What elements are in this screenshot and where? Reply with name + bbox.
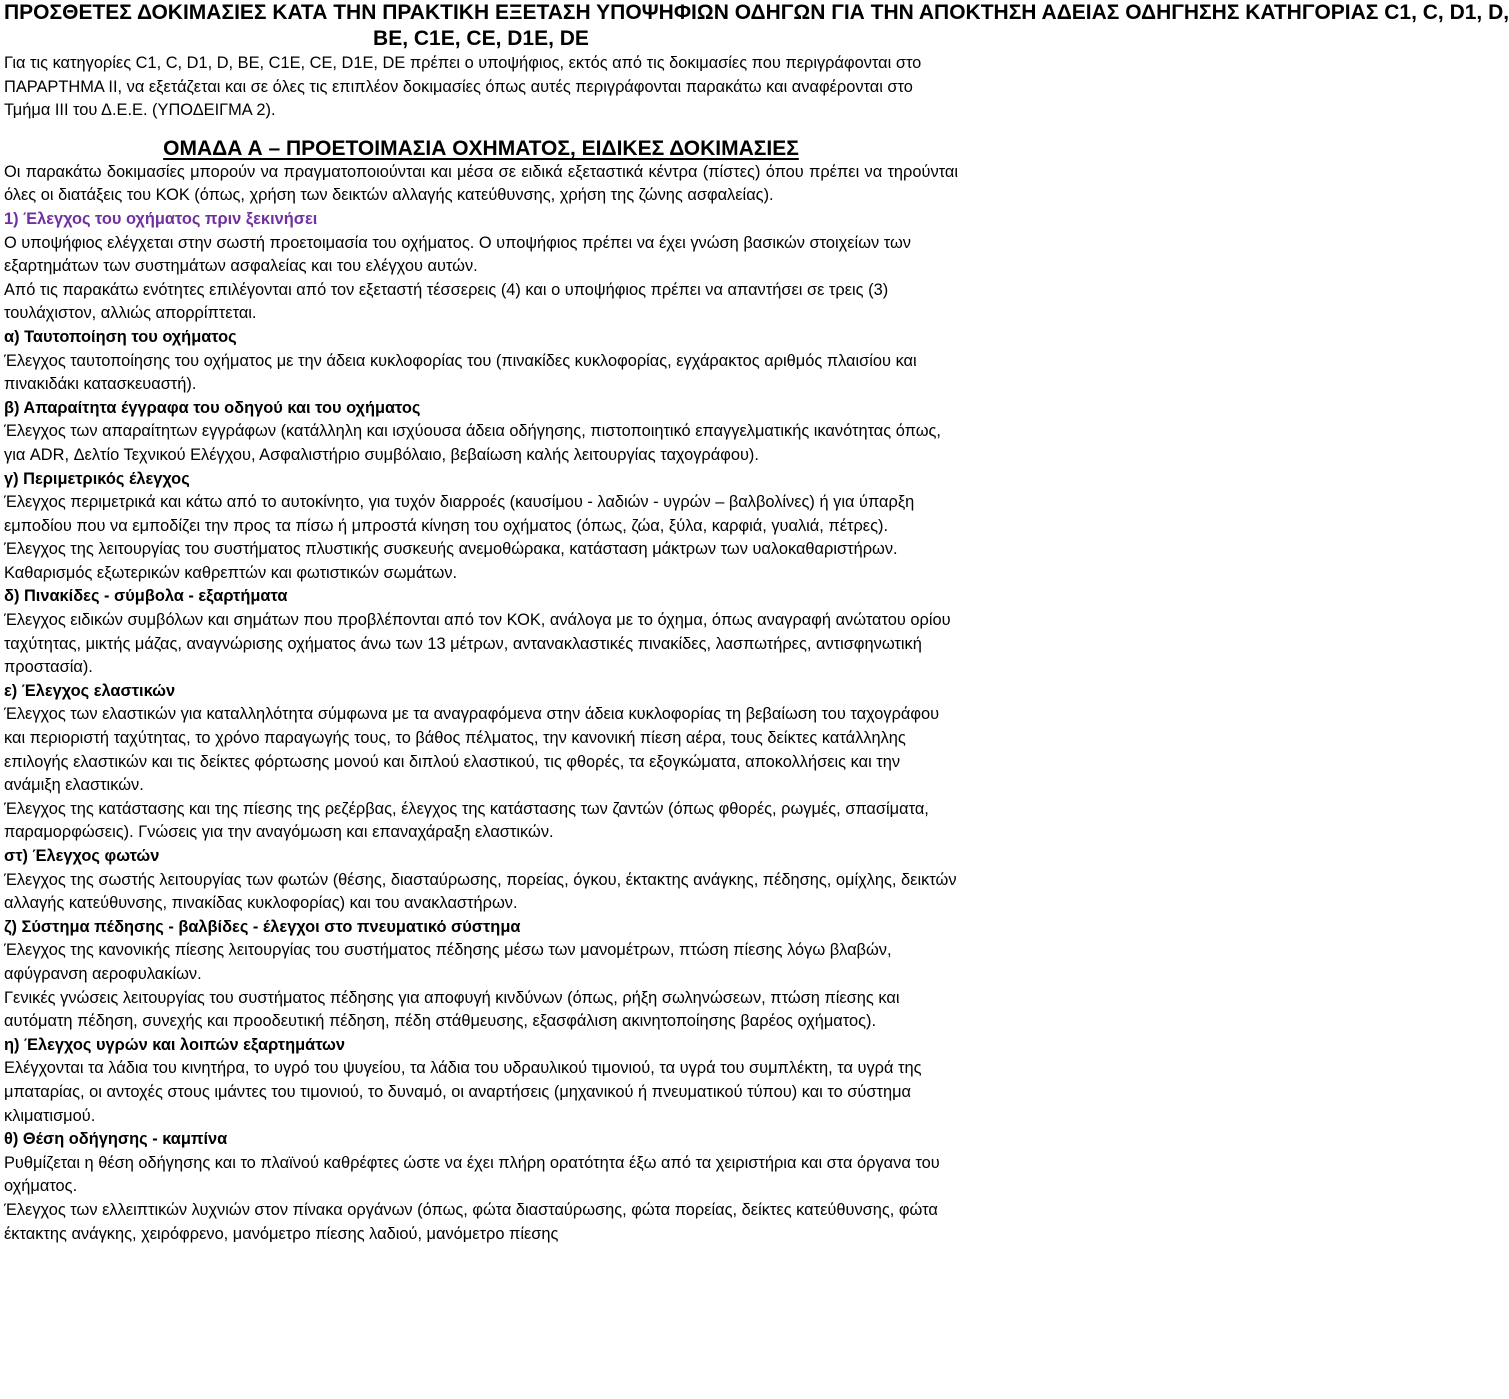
group-a-intro: Οι παρακάτω δοκιμασίες μπορούν να πραγματοποιούνται και μέσα σε ειδικά εξεταστικά κέντρα (πίστες) όπου πρέπει να τηρούνται όλες οι διατάξεις του ΚΟΚ (όπως, χρήση των δεικτών αλλαγής κατεύθυνσης, χρήση της ζώνης ασφαλείας). — [4, 162, 958, 205]
subsection-b-text: Έλεγχος των απαραίτητων εγγράφων (κατάλληλη και ισχύουσα άδεια οδήγησης, πιστοποιητικό επαγγελματικής ικανότητας όπως, για ADR, Δελτίο Τεχνικού Ελέγχου, Ασφαλιστήριο συμβόλαιο, βεβαίωση καλής λειτουργίας ταχογράφου). — [4, 422, 941, 464]
title-line-2: ΒΕ, C1E, CE, D1E, DE — [373, 27, 589, 50]
group-a-heading: ΟΜΑΔΑ Α – ΠΡΟΕΤΟΙΜΑΣΙΑ ΟΧΗΜΑΤΟΣ, ΕΙΔΙΚΕΣ ΔΟΚΙΜΑΣΙΕΣ — [163, 136, 799, 160]
subsection-h-heading: η) Έλεγχος υγρών και λοιπών εξαρτημάτων — [4, 1035, 346, 1054]
subsection-g-text-2: Γενικές γνώσεις λειτουργίας του συστήματος πέδησης για αποφυγή κινδύνων (όπως, ρήξη σωληνώσεων, πτώση πίεσης και αυτόματη πέδηση, συνεχής και προοδευτική πέδηση, πέδη στάθμευσης, εξασφάλιση ακινητοποίησης βαρέος οχήματος). — [4, 988, 900, 1031]
subsection-a-heading: α) Ταυτοποίηση του οχήματος — [4, 327, 237, 346]
title-line-1: ΠΡΟΣΘΕΤΕΣ ΔΟΚΙΜΑΣΙΕΣ ΚΑΤΑ ΤΗΝ ΠΡΑΚΤΙΚΗ ΕΞΕΤΑΣΗ ΥΠΟΨΗΦΙΩΝ ΟΔΗΓΩΝ ΓΙΑ ΤΗΝ ΑΠΟΚΤΗΣΗ ΑΔΕΙΑΣ ΟΔΗΓΗΣΗΣ ΚΑΤΗΓΟΡΙΑΣ C1, C, D1, D, — [4, 1, 1509, 24]
subsection-i-text-2: Έλεγχος των ελλειπτικών λυχνιών στον πίνακα οργάνων (όπως, φώτα διασταύρωσης, φώτα πορείας, δείκτες κατεύθυνσης, φώτα έκτακτης ανάγκης, χειρόφρενο, μανόμετρο πίεσης λαδιού, μανόμετρο πίεσης — [4, 1200, 938, 1243]
intro-paragraph — [4, 52, 958, 123]
subsection-e-text-1: Έλεγχος των ελαστικών για καταλληλότητα σύμφωνα με τα αναγραφόμενα στην άδεια κυκλοφορίας τη βεβαίωση του ταχογράφου και περιοριστή ταχύτητας, το χρόνο παραγωγής τους, το βάθος πέλματος, την κανονική πίεση αέρα, τους δείκτες κατάλληλης επιλογής ελαστικών και τις δείκτες φόρτωσης μονού και διπλού ελαστικού, τις φθορές, τα εξογκώματα, αποκολλήσεις και την ανάμιξη ελαστικών. — [4, 705, 940, 795]
subsection-g-heading: ζ) Σύστημα πέδησης - βαλβίδες - έλεγχοι στο πνευματικό σύστημα — [4, 917, 521, 936]
subsection-i-heading: θ) Θέση οδήγησης - καμπίνα — [4, 1130, 228, 1149]
subsection-e-heading: ε) Έλεγχος ελαστικών — [4, 681, 176, 700]
document-title — [4, 0, 1509, 52]
subsection-c-text-1: Έλεγχος περιμετρικά και κάτω από το αυτοκίνητο, για τυχόν διαρροές (καυσίμου - λαδιών - υγρών – βαλβολίνες) ή για ύπαρξη εμποδίου που να εμποδίζει την προς τα πίσω ή μπροστά κίνηση του οχήματος (όπως, ζώα, ξύλα, καρφιά, γυαλιά, πέτρες). — [4, 493, 915, 535]
section-1-selection-text: Από τις παρακάτω ενότητες επιλέγονται από τον εξεταστή τέσσερεις (4) και ο υποψήφιος πρέπει να απαντήσει σε τρεις (3) τουλάχιστον, αλλιώς απορρίπτεται. — [4, 280, 889, 323]
intro-categories: Για τις κατηγορίες C1, C, D1, D, BE, C1E, CE, D1E, DE — [4, 54, 406, 72]
subsection-f-text: Έλεγχος της σωστής λειτουργίας των φωτών (θέσης, διασταύρωσης, πορείας, όγκου, έκτακτης ανάγκης, πέδησης, ομίχλης, δεικτών αλλαγής κατεύθυνσης, πινακίδας κυκλοφορίας) και του ανακλαστήρων. — [4, 870, 957, 913]
intro-text: πρέπει ο υποψήφιος, εκτός από τις δοκιμασίες που περιγράφονται στο ΠΑΡΑΡΤΗΜΑ ΙΙ, να εξετάζεται και σε όλες τις επιπλέον δοκιμασίες όπως αυτές περιγράφονται παρακάτω και αναφέρονται στο Τμήμα ΙΙΙ του Δ.Ε.Ε. (ΥΠΟΔΕΙΓΜΑ 2). — [4, 54, 922, 120]
subsection-c-text-2: Έλεγχος της λειτουργίας του συστήματος πλυστικής συσκευής ανεμοθώρακα, κατάσταση μάκτρων των υαλοκαθαριστήρων. — [4, 540, 898, 559]
section-1-heading: 1) Έλεγχος του οχήματος πριν ξεκινήσει — [4, 209, 318, 228]
subsection-d-text: Έλεγχος ειδικών συμβόλων και σημάτων που προβλέπονται από τον ΚΟΚ, ανάλογα με το όχημα, όπως αναγραφή ανώτατου ορίου ταχύτητας, μικτής μάζας, αναγνώρισης οχήματος άνω των 13 μέτρων, αντανακλαστικές πινακίδες, λασπωτήρες, αντισφηνωτική προστασία). — [4, 611, 951, 677]
subsection-h-text: Ελέγχονται τα λάδια του κινητήρα, το υγρό του ψυγείου, τα λάδια του υδραυλικού τιμονιού, τα υγρά του συμπλέκτη, τα υγρά της μπαταρίας, οι αντοχές στους ιμάντες του τιμονιού, το δυναμό, οι αναρτήσεις (μηχανικού ή πνευματικού τύπου) και το σύστημα κλιματισμού. — [4, 1059, 922, 1125]
subsection-i-text-1: Ρυθμίζεται η θέση οδήγησης και το πλαϊνού καθρέφτες ώστε να έχει πλήρη ορατότητα έξω από τα χειριστήρια και στα όργανα του οχήματος. — [4, 1153, 940, 1196]
subsection-f-heading: στ) Έλεγχος φωτών — [4, 847, 160, 865]
subsection-d-heading: δ) Πινακίδες - σύμβολα - εξαρτήματα — [4, 587, 288, 606]
subsection-b-heading: β) Απαραίτητα έγγραφα του οδηγού και του οχήματος — [4, 398, 421, 417]
subsection-a-text: Έλεγχος ταυτοποίησης του οχήματος με την άδεια κυκλοφορίας του (πινακίδες κυκλοφορίας, εγχάρακτος αριθμός πλαισίου και πινακιδάκι κατασκευαστή). — [4, 351, 917, 394]
subsection-e-text-2: Έλεγχος της κατάστασης και της πίεσης της ρεζέρβας, έλεγχος της κατάστασης των ζαντών (όπως φθορές, ρωγμές, σπασίματα, παραμορφώσεις). Γνώσεις για την αναγόμωση και επαναχάραξη ελαστικών. — [4, 799, 929, 842]
section-1-text: Ο υποψήφιος ελέγχεται στην σωστή προετοιμασία του οχήματος. Ο υποψήφιος πρέπει να έχει γνώση βασικών στοιχείων των εξαρτημάτων των συστημάτων ασφαλείας και του ελέγχου αυτών. — [4, 233, 911, 276]
subsection-c-heading: γ) Περιμετρικός έλεγχος — [4, 469, 190, 488]
subsection-g-text-1: Έλεγχος της κανονικής πίεσης λειτουργίας του συστήματος πέδησης μέσω των μανομέτρων, πτώση πίεσης λόγω βλαβών, αφύγρανση αεροφυλακίων. — [4, 941, 892, 983]
subsection-c-text-3: Καθαρισμός εξωτερικών καθρεπτών και φωτιστικών σωμάτων. — [4, 563, 458, 582]
